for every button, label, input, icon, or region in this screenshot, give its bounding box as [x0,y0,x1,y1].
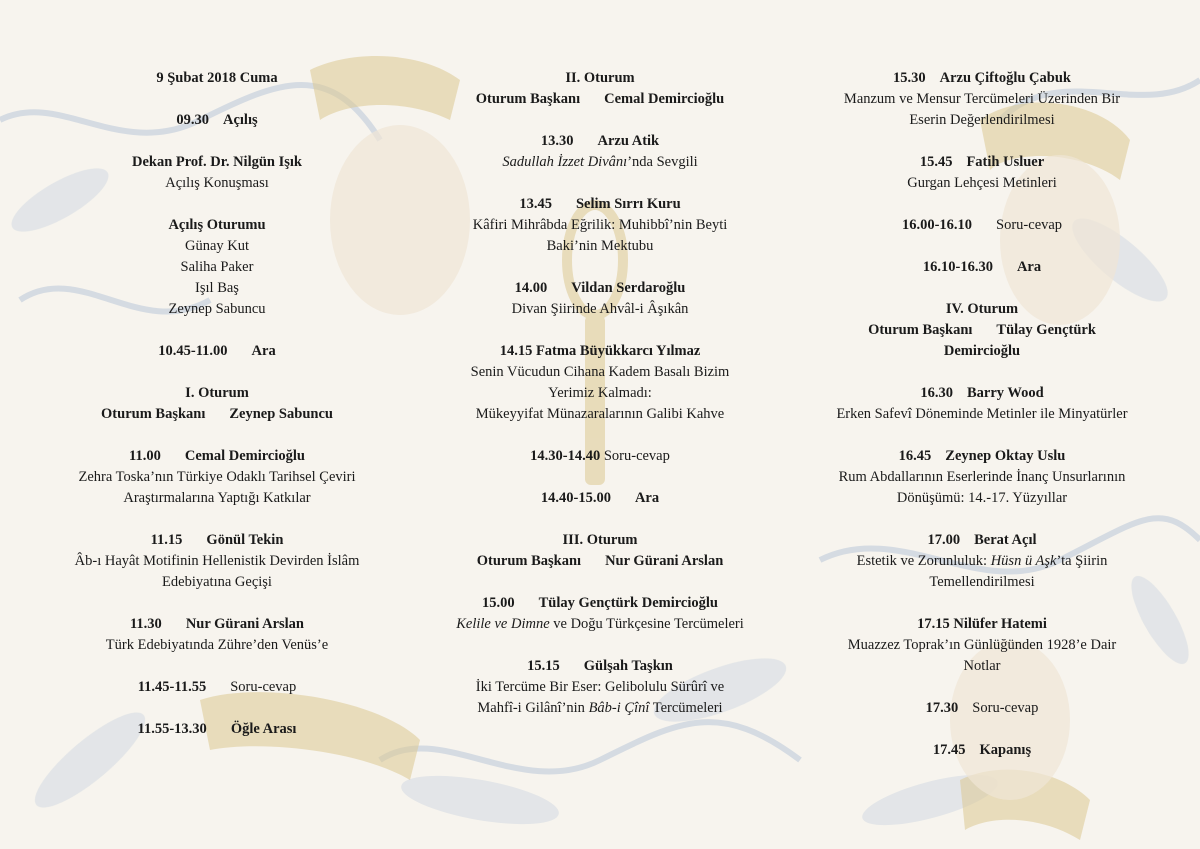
speaker-heading: 17.15 Nilüfer Hatemi [917,616,1047,632]
talk-title-part: Estetik ve Zorunluluk: [856,553,991,569]
slot-title: Kapanış [979,742,1032,758]
talk-slot [782,152,1182,194]
speaker-name: Berat Açıl [974,532,1037,548]
date-block [17,68,417,89]
break-slot [400,488,800,509]
talk-title: Manzum ve Mensur Tercümeleri Üzerinden Bir [843,91,1121,107]
talk-slot [782,383,1182,425]
session-title: I. Oturum [185,385,249,401]
chair-label: Oturum Başkanı [476,553,582,569]
slot-time: 14.00 [514,280,548,296]
slot-time: 11.45-11.55 [137,679,207,695]
slot-time: 17.45 [932,742,966,758]
slot-title: Açılış [222,112,258,128]
talk-slot [400,131,800,173]
talk-title: Senin Vücudun Cihana Kadem Basalı Bizim [470,364,730,380]
session-two-header [400,68,800,110]
slot-time: 11.00 [129,448,161,464]
panelist: Zeynep Sabuncu [168,301,266,317]
talk-title [400,698,800,719]
talk-title: Araştırmalarına Yaptığı Katkılar [123,490,311,506]
session-one-header [17,383,417,425]
session-four-header [782,299,1182,362]
speaker-name: Arzu Atik [597,133,660,149]
talk-slot [400,593,800,635]
talk-title: Kâfiri Mihrâbda Eğrilik: Muhibbî’nin Beyti [472,217,728,233]
talk-title: Erken Safevî Döneminde Metinler ile Minyatürler [836,406,1128,422]
event-date: 9 Şubat 2018 Cuma [156,70,278,86]
talk-title: Divan Şiirinde Ahvâl-i Âşıkân [511,301,689,317]
talk-title: Rum Abdallarının Eserlerinde İnanç Unsurlarının [838,469,1126,485]
talk-title: Baki’nin Mektubu [546,238,654,254]
slot-title: Soru-cevap [996,217,1063,233]
talk-slot [400,656,800,719]
chair-name: Zeynep Sabuncu [229,406,333,422]
talk-slot [400,341,800,425]
slot-title: Soru-cevap [603,448,670,464]
break-slot [782,257,1182,278]
talk-title [782,551,1182,572]
talk-title-rest: ’nda Sevgili [627,154,698,170]
chair-name: Tülay Gençtürk [996,322,1096,338]
slot-time: 16.30 [920,385,953,401]
talk-title: Temellendirilmesi [929,574,1035,590]
dean-speech-slot [17,152,417,194]
talk-title-italic: Sadullah İzzet Divânı [502,154,628,170]
talk-title: Notlar [963,658,1001,674]
panelist: Işıl Baş [195,280,239,296]
opening-slot [17,110,417,131]
talk-slot [782,68,1182,131]
session-three-header [400,530,800,572]
slot-title: Ara [1016,259,1042,275]
slot-time: 11.30 [129,616,162,632]
session-title: Açılış Oturumu [168,217,266,233]
slot-time: 09.30 [176,112,209,128]
talk-title-italic: Hüsn ü Aşk [990,553,1057,569]
speaker-name: Tülay Gençtürk Demircioğlu [538,595,718,611]
qa-slot [782,215,1182,236]
slot-title: Soru-cevap [230,679,297,695]
talk-title: Mükeyyifat Münazaralarının Galibi Kahve [475,406,725,422]
qa-slot [400,446,800,467]
talk-title-part: ’ta Şiirin [1056,553,1108,569]
talk-slot [400,194,800,257]
lunch-slot [17,719,417,740]
talk-title: Gurgan Lehçesi Metinleri [907,175,1057,191]
slot-time: 13.45 [519,196,552,212]
speaker-name: Gülşah Taşkın [583,658,673,674]
talk-title-part: Tercümeleri [649,700,723,716]
talk-title: Edebiyatına Geçişi [162,574,272,590]
slot-time: 11.55-13.30 [137,721,207,737]
talk-title-italic: Kelile ve Dimne [456,616,550,632]
chair-label: Oturum Başkanı [475,91,581,107]
slot-title: Ara [634,490,660,506]
session-title: III. Oturum [562,532,638,548]
talk-title: Dönüşümü: 14.-17. Yüzyıllar [896,490,1068,506]
chair-label: Oturum Başkanı [101,406,206,422]
talk-title [400,152,800,173]
talk-title-rest: ve Doğu Türkçesine Tercümeleri [549,616,744,632]
slot-title: Öğle Arası [230,721,297,737]
talk-title: Muazzez Toprak’ın Günlüğünden 1928’e Dair [847,637,1117,653]
talk-title: Eserin Değerlendirilmesi [909,112,1055,128]
talk-title-part: Mahfî-i Gilânî’nin [477,700,589,716]
panelist: Saliha Paker [180,259,254,275]
speaker-name: Dekan Prof. Dr. Nilgün Işık [131,154,302,170]
slot-time: 17.30 [925,700,959,716]
speaker-name: Zeynep Oktay Uslu [945,448,1066,464]
talk-title: Türk Edebiyatında Zühre’den Venüs’e [105,637,329,653]
slot-time: 14.40-15.00 [540,490,611,506]
qa-slot [782,698,1182,719]
break-slot [17,341,417,362]
closing-slot [782,740,1182,761]
day-one-evening-column [782,68,1182,782]
slot-time: 10.45-11.00 [158,343,228,359]
talk-slot [782,614,1182,677]
opening-session [17,215,417,320]
talk-slot [782,446,1182,509]
talk-slot [400,278,800,320]
talk-title: Âb-ı Hayât Motifinin Hellenistik Devirden İslâm [74,553,360,569]
slot-time: 14.30-14.40 [530,448,601,464]
talk-title: Yerimiz Kalmadı: [548,385,652,401]
talk-slot [17,530,417,593]
slot-title: Soru-cevap [972,700,1039,716]
slot-time: 16.00-16.10 [901,217,973,233]
chair-label: Oturum Başkanı [868,322,973,338]
chair-name: Nur Gürani Arslan [605,553,724,569]
chair-name: Demircioğlu [943,343,1021,359]
talk-title [400,614,800,635]
slot-time: 15.00 [482,595,515,611]
talk-title: İki Tercüme Bir Eser: Gelibolulu Sürûrî ve [475,679,725,695]
talk-slot [782,530,1182,593]
speaker-name: Nur Gürani Arslan [185,616,304,632]
talk-title: Zehra Toska’nın Türkiye Odaklı Tarihsel Çeviri [78,469,356,485]
chair-name: Cemal Demircioğlu [604,91,725,107]
day-one-morning-column [17,68,417,761]
slot-time: 16.45 [898,448,932,464]
slot-time: 13.30 [540,133,574,149]
speaker-name: Gönül Tekin [206,532,284,548]
speaker-name: Fatih Usluer [966,154,1045,170]
speaker-name: Selim Sırrı Kuru [575,196,681,212]
slot-time: 15.15 [527,658,560,674]
speaker-name: Arzu Çiftoğlu Çabuk [939,70,1071,86]
speaker-name: Cemal Demircioğlu [184,448,305,464]
speaker-name: Barry Wood [966,385,1044,401]
talk-slot [17,446,417,509]
slot-time: 11.15 [150,532,183,548]
panelist: Günay Kut [184,238,250,254]
speaker-heading: 14.15 Fatma Büyükkarcı Yılmaz [499,343,701,359]
slot-time: 17.00 [927,532,961,548]
session-title: IV. Oturum [945,301,1019,317]
slot-title: Ara [251,343,276,359]
session-title: II. Oturum [565,70,635,86]
slot-time: 16.10-16.30 [922,259,993,275]
qa-slot [17,677,417,698]
slot-time: 15.45 [919,154,953,170]
talk-slot [17,614,417,656]
slot-time: 15.30 [893,70,926,86]
speaker-name: Vildan Serdaroğlu [571,280,686,296]
talk-title-italic: Bâb-i Çînî [588,700,650,716]
day-one-afternoon-column [400,68,800,740]
talk-title: Açılış Konuşması [165,175,269,191]
